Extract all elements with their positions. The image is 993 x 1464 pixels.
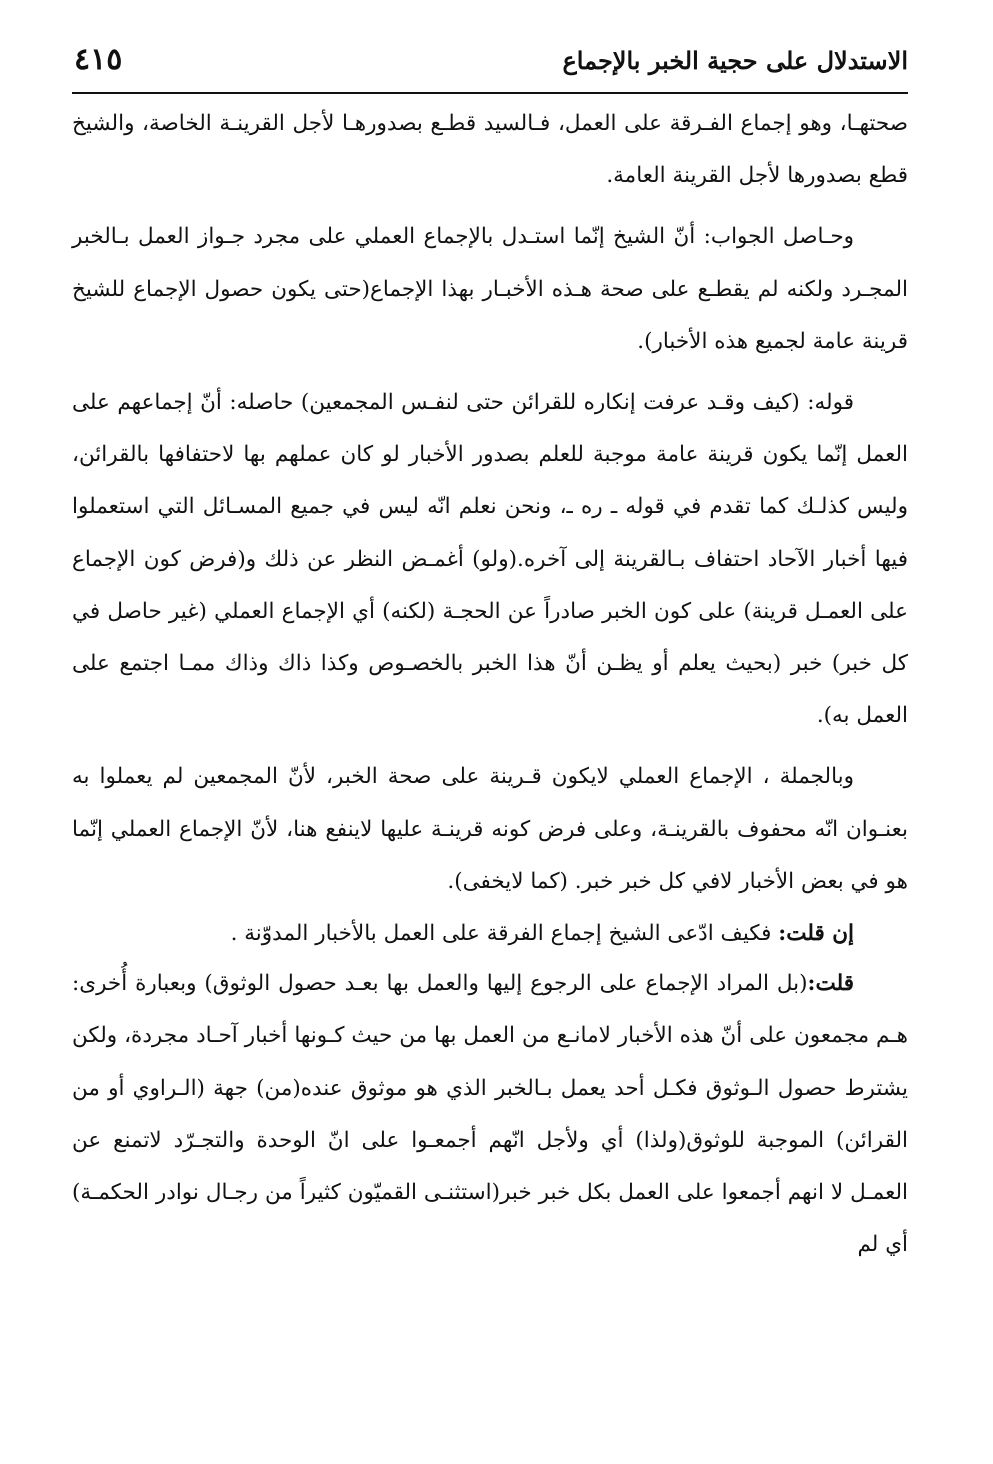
running-header <box>72 42 908 94</box>
header-divider <box>72 92 908 94</box>
paragraph-4: وبالجملة ، الإجماع العملي لايكون قـرينة على صحة الخبر، لأنّ المجمعين لم يعملوا به بعنـوان انّه محفوف بالقرينـة، وعلى فرض كونه قرينـة عليها لاينفع هنا، لأنّ الإجماع العملي إنّما هو في بعض الأخبار لافي كل خبر خبر. (كما لايخفى). <box>72 764 908 894</box>
paragraph-1: صحتهـا، وهو إجماع الفـرقة على العمل، فـالسيد قطـع بصدورهـا لأجل القرينـة الخاصة، والشيخ قطع بصدورها لأجل القرينة العامة. <box>72 111 908 189</box>
paragraph-2: وحـاصل الجواب: أنّ الشيخ إنّما استـدل بالإجماع العملي على مجرد جـواز العمل بـالخبر المجـرد ولكنه لم يقطـع على صحة هـذه الأخبـار بهذا الإجماع(حتى يكون حصول الإجماع للشيخ قرينة عامة لجميع هذه الأخبار). <box>72 224 908 354</box>
reply-label: قلت: <box>807 971 854 997</box>
paragraph-3: قوله: (كيف وقـد عرفت إنكاره للقرائن حتى لنفـس المجمعين) حاصله: أنّ إجماعهم على العمل إنّما يكون قرينة عامة موجبة للعلم بصدور الأخبار لو كان عملهم بها لاحتفافها بالقرائن، وليس كذلـك كما تقدم في قوله ـ ره ـ، ونحن نعلم انّه ليس في جميع المسـائل التي استعملوا فيها أخبار الآحاد احتفاف بـالقرينة إلى آخره.(ولو) أغمـض النظر عن ذلك و(فرض كون الإجماع على العمـل قرينة) على كون الخبر صادراً عن الحجـة (لكنه) أي الإجماع العملي (غير حاصل في كل خبر) خبر (بحيث يعلم أو يظـن أنّ هذا الخبر بالخصـوص وكذا ذاك وذاك ممـا اجتمع على العمل به). <box>72 390 908 729</box>
page-body <box>72 98 908 1428</box>
objection-text: فكيف ادّعى الشيخ إجماع الفرقة على العمل بالأخبار المدوّنة . <box>230 921 779 947</box>
page-number: ٤١٥ <box>74 42 123 77</box>
paragraph-objection <box>72 908 908 960</box>
paragraph-reply <box>72 958 908 1271</box>
objection-label: إن قلت: <box>778 921 854 947</box>
reply-text: (بل المراد الإجماع على الرجوع إليها والعمل بها بعـد حصول الوثوق) وبعبارة أُخرى: هـم مجمعون على أنّ هذه الأخبار لامانـع من العمل بها من حيث كـونها أخبار آحـاد مجردة، ولكن يشترط حصول الـوثوق فكـل أحد يعمل بـالخبر الذي هو موثوق عنده(من) جهة (الـراوي أو من القرائن) الموجبة للوثوق(ولذا) أي ولأجل انّهم أجمعـوا على انّ الوحدة والتجـرّد لاتمنع عن العمـل لا انهم أجمعوا على العمل بكل خبر خبر(استثنـى القميّون كثيراً من رجـال نوادر الحكمـة) أي لم <box>72 971 908 1258</box>
header-title: الاستدلال على حجية الخبر بالإجماع <box>562 46 908 75</box>
